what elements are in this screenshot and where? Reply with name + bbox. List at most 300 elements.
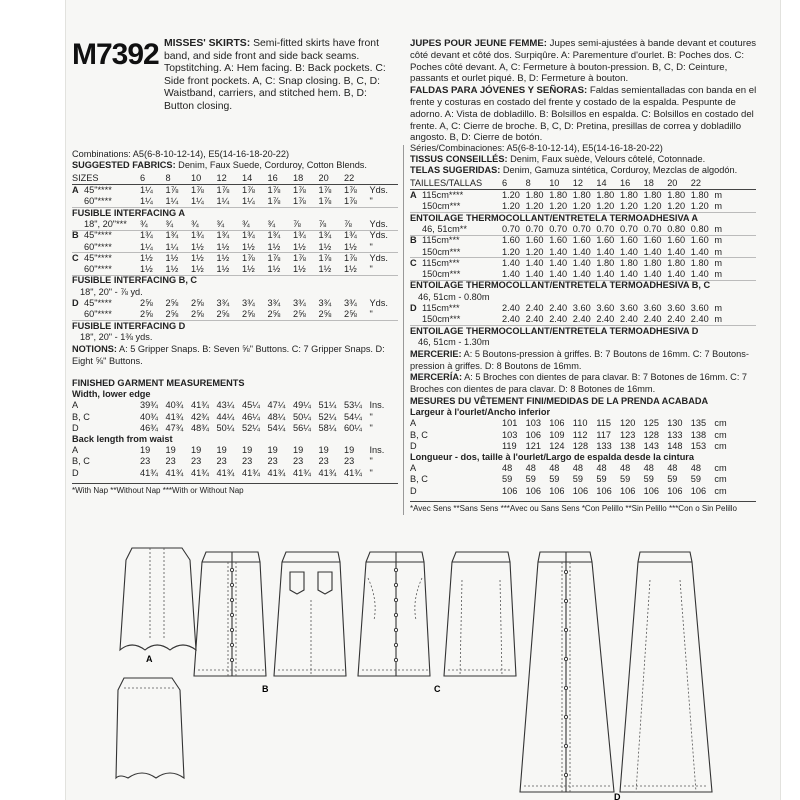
measurement-value: 45¼: [242, 400, 260, 411]
description-fr-body: Jupes semi-ajustées à bande devant et coutures côté devant et côté dos. Surpiqûre. A: Parementure d'ourlet. B: Poches dos. C: Poches côté devant. A, C: Fermeture à bouton-pression. B, C, D: Ceinture, passants et ourlet piqué. B, D: Fermeture à bouton.: [410, 38, 757, 85]
measurement-value: 103: [502, 429, 518, 440]
button-mark: [230, 658, 233, 661]
yardage-value: 1.80: [620, 190, 638, 200]
view-a-back-drawing: [116, 678, 184, 778]
size-header: 18: [643, 178, 654, 188]
fabric-width: 60"****: [84, 196, 112, 207]
yardage-value: 1½: [191, 252, 204, 263]
interfacing-heading: FUSIBLE INTERFACING B, C: [72, 275, 198, 286]
interfacing-heading: ENTOILAGE THERMOCOLLANT/ENTRETELA TERMOADHESIVA B, C: [410, 280, 711, 291]
yardage-value: 1⅞: [293, 196, 306, 207]
measurement-value: 19: [165, 445, 176, 456]
yardage-value: 1¾: [318, 230, 332, 241]
button-mark: [564, 570, 567, 573]
size-header: 22: [344, 173, 355, 183]
yardage-value: 3.60: [667, 303, 686, 313]
yardage-value: 1¾: [242, 230, 255, 241]
view-letter: C: [410, 257, 417, 268]
yardage-value: 3.60: [572, 303, 591, 313]
yardage-value: 1.80: [549, 190, 568, 200]
size-header: 12: [216, 173, 227, 183]
yardage-value: 1.60: [572, 235, 591, 246]
yardage-value: 2.40: [572, 314, 591, 325]
fabric-width: 45"****: [84, 298, 112, 308]
notions-label: NOTIONS:: [72, 344, 117, 355]
unit: Yds.: [369, 218, 388, 229]
view-letter: B: [410, 235, 417, 246]
view-b-label: B: [262, 684, 269, 694]
interfacing-note: 46, 51cm - 0.80m: [418, 291, 490, 302]
yardage-value: 1⅞: [293, 185, 306, 195]
description-body: Semi-fitted skirts have front band, and side front and side back seams. Topstitching. A: Hem facing. B: Back pockets. C: Side front pockets. A, C: Snap closing. B, C, D: Waistband, carriers, and stitched hem. B, D: Button closing.: [164, 38, 386, 112]
yardage-value: 3¾: [318, 298, 332, 308]
size-header: 16: [267, 173, 278, 183]
yardage-value: 1.20: [549, 201, 568, 212]
yardage-value: ⅞: [344, 218, 352, 229]
yardage-value: 1.20: [620, 201, 638, 212]
view-letter: A: [72, 185, 79, 195]
fabric-width: 150cm***: [422, 269, 461, 280]
measurement-value: 106: [525, 485, 541, 496]
yardage-value: 1⅞: [242, 185, 255, 195]
yardage-value: 1⅞: [318, 252, 332, 263]
measurement-value: 41¾: [242, 467, 260, 478]
measurement-value: 23: [165, 456, 176, 467]
unit: m: [714, 303, 723, 313]
measurement-value: 53¼: [344, 400, 362, 411]
view-illustrations: [0, 540, 800, 800]
measurement-value: 110: [572, 418, 588, 429]
unit: Yds.: [369, 252, 388, 263]
button-mark: [394, 568, 397, 571]
button-mark: [394, 613, 397, 616]
view-letter: D: [410, 485, 417, 496]
measurement-value: 52¼: [318, 411, 337, 422]
yardage-value: 1.80: [690, 190, 709, 200]
yardage-value: 1½: [165, 252, 179, 263]
yardage-value: 0.80: [690, 223, 709, 234]
measurement-value: 40¾: [140, 411, 158, 422]
yardage-value: 1.60: [596, 235, 615, 246]
size-header: 20: [667, 178, 678, 188]
yardage-value: 2⅝: [267, 309, 281, 320]
yardage-value: 1⅞: [344, 196, 357, 207]
yardage-value: 1½: [344, 264, 357, 275]
measurement-value: 59: [525, 474, 536, 485]
measurement-value: 59: [572, 474, 584, 485]
measurement-value: 119: [502, 440, 517, 451]
unit: ": [369, 241, 373, 252]
measurement-value: 120: [620, 418, 636, 429]
view-letter: C: [72, 252, 79, 263]
view-letter: D: [410, 440, 417, 451]
yardage-value: 1.80: [643, 257, 662, 268]
measurement-value: 59: [690, 474, 702, 485]
yardage-value: 2⅝: [165, 298, 179, 308]
yardage-value: 1.40: [643, 246, 662, 257]
combinations-line: Séries/Combinaciones: A5(6-8-10-12-14), E5(14-16-18-20-22): [410, 143, 663, 153]
view-d-label: D: [614, 792, 621, 800]
measurement-value: 48: [667, 463, 678, 474]
yardage-value: 1⅞: [344, 185, 357, 195]
description-es-body: Faldas semientalladas con banda en el frente y costuras en costado del frente y costado de la espalda. Pespunte de adorno. A: Vista de dobladillo. B: Bolsillos en espalda. C: Bolsillos en costado del frente. A, C: Cierre de broche. B, C, D: Pretina, presillas de correa y dobladillo angosto. B, D: Cierre de botón.: [410, 85, 757, 144]
yardage-value: 1⅞: [293, 252, 306, 263]
yardage-value: 2⅝: [140, 309, 153, 320]
size-header: 20: [318, 173, 329, 183]
measurement-value: 103: [525, 418, 541, 429]
yardage-value: 1.40: [549, 246, 568, 257]
footnote: *With Nap **Without Nap ***With or Without Nap: [72, 486, 244, 495]
mercerie-label: MERCERIE:: [410, 349, 462, 360]
measurement-value: 46¾: [140, 422, 158, 433]
measurement-value: 54¼: [267, 422, 286, 433]
yardage-value: 1¼: [165, 196, 179, 207]
yardage-value: 1½: [242, 264, 255, 275]
view-letter: A: [410, 190, 417, 200]
measurement-value: 41¾: [191, 467, 209, 478]
yardage-value: 1⅞: [165, 185, 179, 195]
yardage-value: 1¼: [140, 241, 153, 252]
button-mark: [564, 599, 567, 602]
yardage-value: 3¾: [267, 298, 281, 308]
unit: m: [714, 190, 723, 200]
yardage-value: 2.40: [690, 314, 709, 325]
measurement-value: 101: [502, 418, 518, 429]
yardage-value: 1½: [267, 264, 281, 275]
yardage-value: 1¾: [165, 230, 179, 241]
yardage-value: 2⅝: [293, 309, 306, 320]
measurement-value: 39¾: [140, 400, 158, 411]
unit: ": [369, 264, 373, 275]
yardage-value: 1⅞: [216, 185, 230, 195]
interfacing-heading: ENTOILAGE THERMOCOLLANT/ENTRETELA TERMOADHESIVA A: [410, 212, 699, 223]
measurement-value: 123: [620, 429, 636, 440]
measurement-value: 59: [667, 474, 678, 485]
fabrics-es-text: Denim, Gamuza sintética, Corduroy, Mezclas de algodón.: [500, 165, 738, 175]
measurement-value: 50¼: [216, 422, 235, 433]
view-letter: A: [72, 445, 79, 456]
unit: m: [714, 314, 723, 325]
measurement-value: 128: [643, 429, 659, 440]
measurement-value: 48: [620, 463, 631, 474]
measurement-value: 143: [643, 440, 659, 451]
view-c-back-drawing: [444, 552, 516, 676]
measurement-value: 19: [191, 445, 202, 456]
measurement-value: 23: [267, 456, 278, 467]
measurement-value: 19: [293, 445, 304, 456]
width-label: Width, lower edge: [72, 389, 151, 400]
measurement-value: 54¼: [344, 411, 362, 422]
size-header: 18: [293, 173, 304, 183]
yardage-value: 1.80: [596, 257, 615, 268]
button-mark: [394, 583, 397, 586]
yardage-value: 1.60: [620, 235, 638, 246]
interfacing-heading: FUSIBLE INTERFACING A: [72, 207, 185, 218]
yardage-value: 1.80: [620, 257, 638, 268]
unit: ": [369, 411, 373, 422]
yardage-value: 1½: [140, 264, 153, 275]
unit: ": [369, 309, 373, 320]
rule: [72, 483, 398, 484]
measurement-value: 138: [690, 429, 707, 440]
unit: Yds.: [369, 230, 388, 241]
yardage-value: 1½: [216, 241, 230, 252]
measurement-value: 49¼: [293, 400, 311, 411]
fabric-width: 60"****: [84, 309, 112, 320]
unit: m: [714, 269, 723, 280]
measurement-value: 23: [140, 456, 151, 467]
measurement-value: 41¾: [165, 411, 184, 422]
measurement-value: 153: [690, 440, 707, 451]
suggested-fabrics: [72, 160, 367, 170]
measurement-value: 124: [549, 440, 565, 451]
fabric-width: 45"****: [84, 252, 112, 263]
measurement-value: 130: [667, 418, 683, 429]
measurement-value: 109: [549, 429, 565, 440]
yardage-value: 1.60: [549, 235, 568, 246]
view-letter: B, C: [410, 474, 428, 485]
size-header: 10: [549, 178, 560, 188]
combinations-line: Combinations: A5(6-8-10-12-14), E5(14-16-18-20-22): [72, 149, 290, 159]
yardage-value: 1½: [165, 264, 179, 275]
measurement-value: 23: [242, 456, 253, 467]
measurement-value: 41¾: [318, 467, 337, 478]
fabric-width: 115cm***: [422, 257, 460, 268]
unit: Ins.: [369, 445, 385, 456]
yardage-value: 1½: [344, 241, 357, 252]
column-divider: [403, 145, 404, 515]
fabrics-fr-text: Denim, Faux suède, Velours côtelé, Cotonnade.: [507, 154, 706, 164]
view-letter: D: [72, 298, 79, 308]
yardage-value: 1.40: [643, 269, 662, 280]
yardage-value: 2.40: [620, 314, 638, 325]
yardage-value: 1⅞: [242, 252, 255, 263]
yardage-value: 2⅝: [216, 309, 230, 320]
yardage-value: 1.40: [596, 269, 615, 280]
yardage-value: 1¼: [242, 196, 255, 207]
yardage-value: 3.60: [620, 303, 638, 313]
size-header: 14: [242, 173, 253, 183]
measurement-value: 115: [596, 418, 612, 429]
yardage-value: 1¼: [140, 196, 153, 207]
fabric-width: 115cm***: [422, 303, 460, 313]
button-mark: [230, 598, 233, 601]
yardage-value: 1.80: [667, 257, 686, 268]
yardage-value: 2.40: [549, 314, 568, 325]
measurement-value: 41¾: [216, 467, 235, 478]
yardage-value: 1.80: [690, 257, 709, 268]
interfacing-note: 18", 20" - 1⅜ yds.: [80, 331, 153, 342]
yardage-value: 1¾: [191, 230, 204, 241]
unit: cm: [714, 463, 727, 474]
yardage-value: 1¾: [140, 230, 153, 241]
measurement-value: 48: [643, 463, 654, 474]
yardage-value: 2⅝: [140, 298, 153, 308]
measurement-value: 46¼: [242, 411, 260, 422]
interfacing-heading: FUSIBLE INTERFACING D: [72, 320, 186, 331]
yardage-value: 1.20: [502, 201, 520, 212]
yardage-value: 2⅝: [165, 309, 179, 320]
measurement-value: 50¼: [293, 411, 311, 422]
yardage-value: 2⅝: [242, 309, 255, 320]
button-mark: [394, 598, 397, 601]
view-a-skirt-drawing: [120, 548, 196, 650]
measurement-value: 59: [502, 474, 513, 485]
description-french-spanish: [410, 38, 760, 144]
view-letter: B, C: [72, 456, 90, 467]
view-d-front-drawing: [520, 552, 614, 792]
view-letter: B: [72, 230, 79, 241]
measurement-value: 51¼: [318, 400, 337, 411]
unit: cm: [714, 485, 727, 496]
yardage-value: 0.70: [549, 223, 568, 234]
yardage-value: 1.40: [572, 269, 591, 280]
length-row: [72, 468, 398, 481]
measurement-value: 128: [572, 440, 589, 451]
merceria-text: A: 5 Broches con dientes de para clavar. B: 7 Botones de 16mm. C: 7 Broches con dientes de para clavar. D: 8 Botones de 16mm.: [410, 372, 748, 394]
yardage-value: 1¾: [293, 230, 306, 241]
button-mark: [564, 686, 567, 689]
view-letter: A: [410, 418, 417, 429]
length-label: Longueur - dos, taille à l'ourlet/Largo de espalda desde la cintura: [410, 452, 694, 463]
yardage-value: ¾: [140, 218, 148, 229]
fabrics-es-label: TELAS SUGERIDAS:: [410, 165, 501, 175]
yardage-value: 3.60: [643, 303, 662, 313]
fabrics-text: Denim, Faux Suede, Corduroy, Cotton Blends.: [175, 160, 367, 170]
yardage-value: 3¾: [293, 298, 306, 308]
yardage-value: ¾: [191, 218, 199, 229]
yardage-value: 1.40: [502, 269, 520, 280]
button-mark: [564, 657, 567, 660]
measurement-value: 106: [643, 485, 659, 496]
measurement-value: 48: [525, 463, 536, 474]
yardage-value: ⅞: [293, 218, 301, 229]
measurement-value: 19: [216, 445, 227, 456]
yardage-value: 0.80: [667, 223, 686, 234]
yardage-value: 1.60: [502, 235, 520, 246]
measurement-value: 117: [596, 429, 612, 440]
unit: cm: [714, 429, 727, 440]
yardage-value: 1.40: [572, 257, 591, 268]
yardage-value: 1.40: [667, 246, 686, 257]
description-english: [164, 38, 386, 114]
yardage-value: 1.40: [690, 246, 709, 257]
yardage-value: 2.40: [502, 314, 520, 325]
yardage-value: 1.40: [620, 269, 638, 280]
yardage-value: 1.20: [667, 201, 686, 212]
yardage-value: 1.60: [690, 235, 709, 246]
yardage-value: ¾: [267, 218, 276, 229]
unit: m: [714, 257, 723, 268]
size-header: 8: [525, 178, 531, 188]
measurement-value: 106: [549, 418, 565, 429]
measurement-value: 148: [667, 440, 683, 451]
yardage-value: 1.60: [525, 235, 544, 246]
unit: m: [714, 223, 723, 234]
unit: m: [714, 201, 723, 212]
yardage-value: 1½: [216, 252, 230, 263]
measurement-value: 23: [191, 456, 202, 467]
yardage-value: 1¾: [267, 230, 281, 241]
measurement-value: 112: [572, 429, 588, 440]
measurement-value: 19: [267, 445, 278, 456]
button-mark: [564, 715, 567, 718]
view-b-back-drawing: [274, 552, 346, 676]
yardage-value: 1½: [191, 241, 204, 252]
unit: ": [369, 467, 373, 478]
yardage-value: 3¾: [344, 298, 357, 308]
fabrics-es: [410, 165, 737, 175]
yardage-value: 1.20: [643, 201, 662, 212]
yardage-value: 2⅝: [318, 309, 332, 320]
yardage-value: 1¾: [344, 230, 357, 241]
yardage-value: 1.80: [667, 190, 686, 200]
view-c-label: C: [434, 684, 441, 694]
yardage-value: 2.40: [502, 303, 520, 313]
yardage-value: 1½: [267, 241, 281, 252]
button-mark: [230, 628, 233, 631]
measurement-value: 52¼: [242, 422, 260, 433]
yardage-value: 1⅞: [318, 185, 332, 195]
button-mark: [230, 613, 233, 616]
measurement-value: 48: [502, 463, 513, 474]
footnote: *Avec Sens **Sans Sens ***Avec ou Sans Sens *Con Pelillo **Sin Pelillo ***Con o Sin Pelillo: [410, 504, 738, 513]
fabrics-label: SUGGESTED FABRICS:: [72, 160, 176, 170]
measurement-value: 42¾: [191, 411, 209, 422]
measurement-value: 106: [525, 429, 541, 440]
yardage-value: 2⅝: [344, 309, 357, 320]
view-c-front-drawing: [358, 552, 430, 676]
fabric-width: 46, 51cm**: [422, 223, 467, 234]
yardage-value: ⅞: [318, 218, 327, 229]
unit: m: [714, 235, 723, 246]
yardage-value: 1.60: [667, 235, 686, 246]
measurement-value: 41¾: [293, 467, 311, 478]
yardage-value: 1½: [318, 264, 332, 275]
measurement-value: 106: [690, 485, 707, 496]
yardage-value: 2.40: [525, 303, 544, 313]
fabric-width: 60"****: [84, 264, 112, 275]
yardage-value: 3¾: [216, 298, 230, 308]
yardage-value: 1.20: [502, 246, 520, 257]
yardage-value: 1.40: [549, 257, 568, 268]
measurement-value: 106: [502, 485, 518, 496]
yardage-value: 2.40: [596, 314, 615, 325]
measurement-value: 106: [572, 485, 589, 496]
yardage-value: 1½: [191, 264, 204, 275]
yardage-value: 3.60: [596, 303, 615, 313]
unit: Yds.: [369, 185, 388, 195]
measurement-value: 19: [344, 445, 355, 456]
unit: m: [714, 246, 723, 257]
measurement-value: 133: [596, 440, 612, 451]
sizes-label: SIZES: [72, 173, 99, 183]
merceria-label: MERCERÍA:: [410, 372, 463, 383]
measurement-value: 59: [596, 474, 607, 485]
yardage-value: 2⅝: [191, 298, 204, 308]
button-mark: [394, 643, 397, 646]
view-letter: A: [72, 400, 79, 411]
measurement-value: 48: [572, 463, 584, 474]
yardage-value: 1.40: [525, 257, 544, 268]
measurement-value: 58¼: [318, 422, 337, 433]
fabric-width: 150cm***: [422, 246, 461, 257]
measurement-value: 59: [549, 474, 560, 485]
yardage-value: 1.80: [596, 190, 615, 200]
yardage-value: 1¼: [191, 196, 204, 207]
measurement-value: 48: [690, 463, 702, 474]
size-header: 14: [596, 178, 607, 188]
